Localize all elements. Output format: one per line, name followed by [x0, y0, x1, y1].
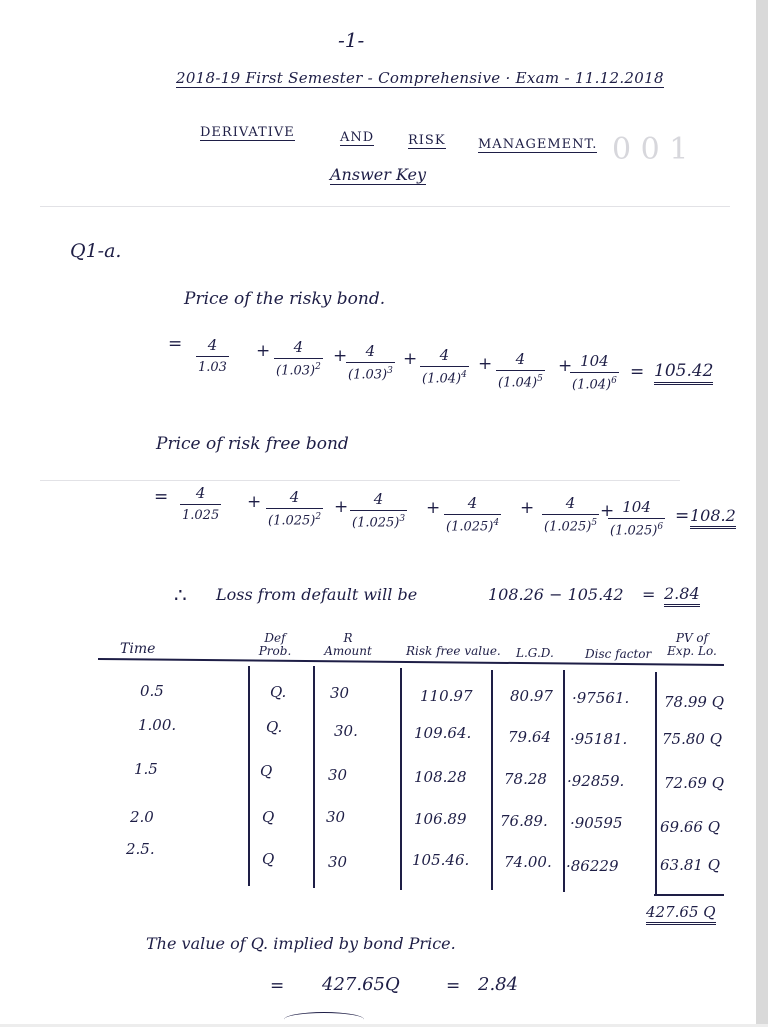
- risky-term-6: $\frac{104}{(1.04)^6}$: [572, 352, 617, 393]
- risk-free-bond-price: 108.2: [690, 508, 736, 529]
- table-cell-def-prob: Q: [262, 808, 275, 826]
- loss-expression: 108.26 − 105.42: [488, 585, 624, 604]
- table-cell-def-prob: Q: [262, 850, 275, 868]
- table-cell-pv-loss: 63.81 Q: [660, 856, 721, 874]
- risky-term-4: $\frac{4}{(1.04)^4}$: [422, 346, 467, 387]
- scan-edge: [756, 0, 768, 1024]
- table-cell-pv-loss: 78.99 Q: [664, 693, 725, 711]
- risky-term-2: $\frac{4}{(1.03)^2}$: [276, 338, 321, 379]
- table-cell-risk-free-value: 108.28: [414, 768, 467, 786]
- table-cell-pv-loss: 69.66 Q: [660, 818, 721, 836]
- table-cell-r-amount: 30: [328, 853, 348, 871]
- plus-sign: +: [247, 492, 262, 512]
- table-header-def-prob: Def Prob.: [258, 631, 292, 659]
- risk-free-bond-heading: Price of risk free bond: [156, 434, 349, 454]
- table-cell-r-amount: 30: [330, 684, 350, 702]
- table-cell-risk-free-value: 105.46.: [412, 851, 470, 869]
- cut-off-handwriting: [284, 1012, 364, 1027]
- equals-sign: =: [630, 362, 645, 382]
- risky-term-5: $\frac{4}{(1.04)^5}$: [498, 350, 543, 391]
- table-cell-disc-factor: ·97561.: [572, 689, 630, 707]
- table-header-risk-free-value: Risk free value.: [406, 644, 501, 658]
- table-header-time: Time: [120, 641, 156, 657]
- table-cell-lgd: 76.89.: [500, 812, 548, 830]
- bleedthrough-line: [40, 480, 680, 481]
- equals-sign: =: [642, 585, 656, 604]
- table-cell-lgd: 74.00.: [504, 853, 552, 871]
- equals-sign: =: [168, 334, 183, 354]
- title-word-risk: RISK: [408, 133, 446, 148]
- page-number: -1-: [338, 28, 365, 52]
- table-column-rule: [313, 666, 315, 888]
- plus-sign: +: [426, 498, 441, 518]
- bleedthrough-mark: 0 0 1: [612, 132, 689, 167]
- table-cell-disc-factor: ·95181.: [570, 730, 628, 748]
- conclusion-text: The value of Q. implied by bond Price.: [146, 934, 456, 953]
- table-cell-risk-free-value: 106.89: [414, 810, 467, 828]
- table-cell-disc-factor: ·92859.: [567, 772, 625, 790]
- loss-from-default-text: Loss from default will be: [216, 585, 418, 604]
- implied-expression: 427.65Q: [322, 974, 400, 995]
- plus-sign: +: [558, 356, 573, 376]
- equals-sign: =: [270, 976, 285, 996]
- table-column-rule: [563, 670, 565, 892]
- risky-term-3: $\frac{4}{(1.03)^3}$: [348, 342, 393, 383]
- riskfree-term-4: $\frac{4}{(1.025)^4}$: [446, 494, 500, 535]
- title-word-and: AND: [340, 130, 375, 145]
- table-cell-lgd: 79.64: [508, 728, 551, 746]
- bleedthrough-line: [40, 206, 730, 207]
- table-cell-pv-loss: 75.80 Q: [662, 730, 723, 748]
- table-cell-risk-free-value: 109.64.: [414, 724, 472, 742]
- table-header-pv-exp-loss: PV of Exp. Lo.: [667, 631, 717, 659]
- table-cell-r-amount: 30: [326, 808, 346, 826]
- answer-key-subtitle: Answer Key: [330, 165, 426, 184]
- table-cell-def-prob: Q.: [266, 718, 283, 736]
- table-cell-lgd: 78.28: [504, 770, 547, 788]
- table-header-disc-factor: Disc factor: [585, 647, 652, 661]
- pv-expected-loss-total: 427.65 Q: [646, 905, 716, 925]
- title-word-derivative: DERIVATIVE: [200, 125, 295, 140]
- plus-sign: +: [333, 346, 348, 366]
- risky-term-1: $\frac{4}{1.03}$: [198, 336, 227, 375]
- equals-sign: =: [154, 487, 169, 507]
- riskfree-term-6: $\frac{104}{(1.025)^6}$: [610, 498, 664, 539]
- exam-header: 2018-19 First Semester - Comprehensive · Exam - 11.12.2018: [176, 69, 664, 87]
- table-total-rule: [654, 894, 724, 896]
- table-header-r-amount: R Amount: [324, 631, 372, 659]
- table-column-rule: [655, 672, 657, 894]
- riskfree-term-3: $\frac{4}{(1.025)^3}$: [352, 490, 406, 531]
- table-cell-lgd: 80.97: [510, 687, 553, 705]
- table-cell-r-amount: 30: [328, 766, 348, 784]
- table-cell-pv-loss: 72.69 Q: [664, 774, 725, 792]
- plus-sign: +: [403, 349, 418, 369]
- plus-sign: +: [520, 498, 535, 518]
- table-cell-time: 2.5.: [126, 840, 155, 858]
- table-cell-def-prob: Q: [260, 762, 273, 780]
- risky-bond-price: 105.42: [654, 363, 713, 385]
- table-column-rule: [248, 666, 250, 886]
- table-cell-r-amount: 30.: [334, 722, 358, 740]
- riskfree-term-2: $\frac{4}{(1.025)^2}$: [268, 488, 322, 529]
- plus-sign: +: [334, 497, 349, 517]
- question-label: Q1-a.: [70, 240, 122, 262]
- table-cell-disc-factor: ·86229: [566, 857, 619, 875]
- table-cell-time: 1.00.: [138, 716, 177, 734]
- plus-sign: +: [256, 341, 271, 361]
- table-cell-time: 0.5: [140, 682, 164, 700]
- title-word-management: MANAGEMENT.: [478, 137, 598, 152]
- implied-value: 2.84: [478, 974, 519, 995]
- table-cell-risk-free-value: 110.97: [420, 687, 473, 705]
- therefore-symbol: ∴: [174, 583, 187, 607]
- table-header-lgd: L.G.D.: [516, 646, 554, 660]
- table-cell-time: 1.5: [134, 760, 158, 778]
- loss-from-default-value: 2.84: [664, 586, 700, 607]
- table-column-rule: [400, 668, 402, 890]
- plus-sign: +: [478, 354, 493, 374]
- plus-sign: +: [600, 501, 615, 521]
- table-cell-def-prob: Q.: [270, 683, 287, 701]
- equals-sign: =: [675, 506, 690, 526]
- riskfree-term-1: $\frac{4}{1.025}$: [182, 484, 220, 523]
- table-cell-disc-factor: ·90595: [570, 814, 623, 832]
- riskfree-term-5: $\frac{4}{(1.025)^5}$: [544, 494, 598, 535]
- equals-sign: =: [446, 976, 461, 996]
- table-column-rule: [491, 670, 493, 890]
- risky-bond-heading: Price of the risky bond.: [184, 289, 386, 309]
- table-cell-time: 2.0: [130, 808, 154, 826]
